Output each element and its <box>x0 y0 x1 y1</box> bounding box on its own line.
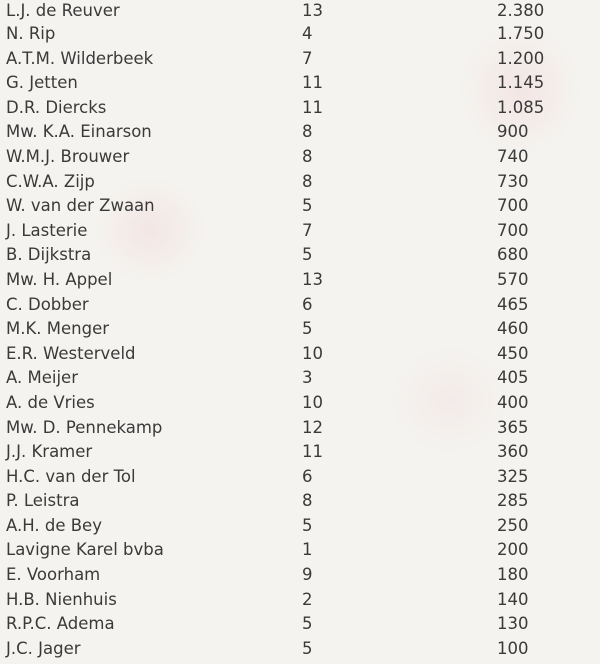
name-cell: A. de Vries <box>6 392 95 412</box>
count-cell: 10 <box>302 343 323 363</box>
name-cell: G. Jetten <box>6 73 78 93</box>
count-cell: 11 <box>302 73 323 93</box>
count-cell: 6 <box>302 294 313 314</box>
count-cell: 6 <box>302 466 313 486</box>
name-cell: C.W.A. Zijp <box>6 171 95 191</box>
count-cell: 5 <box>302 319 313 339</box>
count-cell: 5 <box>302 196 313 216</box>
count-cell: 2 <box>302 589 313 609</box>
table-row <box>0 243 600 268</box>
amount-cell: 900 <box>497 122 529 142</box>
table-row <box>0 563 600 588</box>
table-row <box>0 588 600 613</box>
table-row <box>0 47 600 72</box>
name-cell: Lavigne Karel bvba <box>6 540 164 560</box>
table-row <box>0 440 600 465</box>
count-cell: 5 <box>302 515 313 535</box>
name-cell: B. Dijkstra <box>6 245 92 265</box>
count-cell: 13 <box>302 269 323 289</box>
name-cell: J.C. Jager <box>6 638 81 658</box>
name-cell: M.K. Menger <box>6 319 110 339</box>
amount-cell: 1.145 <box>497 73 545 93</box>
name-cell: A.T.M. Wilderbeek <box>6 48 154 68</box>
name-cell: P. Leistra <box>6 491 80 511</box>
amount-cell: 570 <box>497 269 529 289</box>
name-cell: R.P.C. Adema <box>6 614 115 634</box>
count-cell: 8 <box>302 171 313 191</box>
amount-cell: 405 <box>497 368 529 388</box>
name-cell: E.R. Westerveld <box>6 343 136 363</box>
amount-cell: 100 <box>497 638 529 658</box>
table-row <box>0 268 600 293</box>
table-row <box>0 416 600 441</box>
count-cell: 1 <box>302 540 313 560</box>
amount-cell: 250 <box>497 515 529 535</box>
table-row <box>0 612 600 637</box>
table-row <box>0 293 600 318</box>
amount-cell: 1.200 <box>497 48 545 68</box>
amount-cell: 740 <box>497 146 529 166</box>
amount-cell: 1.750 <box>497 24 545 43</box>
count-cell: 7 <box>302 220 313 240</box>
amount-cell: 730 <box>497 171 529 191</box>
amount-cell: 365 <box>497 417 529 437</box>
amount-cell: 360 <box>497 442 529 462</box>
name-cell: J. Lasterie <box>6 220 88 240</box>
count-cell: 10 <box>302 392 323 412</box>
table-row <box>0 22 600 47</box>
name-cell: W.M.J. Brouwer <box>6 146 130 166</box>
name-cell: A. Meijer <box>6 368 78 388</box>
table-row <box>0 514 600 539</box>
name-cell: E. Voorham <box>6 565 101 585</box>
name-cell: N. Rip <box>6 24 56 43</box>
table-row <box>0 120 600 145</box>
table-row <box>0 194 600 219</box>
table-row <box>0 342 600 367</box>
name-cell: H.C. van der Tol <box>6 466 136 486</box>
name-cell: W. van der Zwaan <box>6 196 155 216</box>
name-cell: D.R. Diercks <box>6 97 107 117</box>
amount-cell: 465 <box>497 294 529 314</box>
table-row <box>0 465 600 490</box>
table-row <box>0 637 600 662</box>
amount-cell: 140 <box>497 589 529 609</box>
count-cell: 5 <box>302 638 313 658</box>
amount-cell: 180 <box>497 565 529 585</box>
amount-cell: 200 <box>497 540 529 560</box>
amount-cell: 680 <box>497 245 529 265</box>
name-cell: Mw. H. Appel <box>6 269 113 289</box>
amount-cell: 700 <box>497 196 529 216</box>
amount-cell: 325 <box>497 466 529 486</box>
count-cell: 5 <box>302 245 313 265</box>
name-cell: J.J. Kramer <box>6 442 93 462</box>
table-row <box>0 317 600 342</box>
amount-cell: 460 <box>497 319 529 339</box>
amount-cell: 450 <box>497 343 529 363</box>
count-cell: 8 <box>302 122 313 142</box>
amount-cell: 1.085 <box>497 97 545 117</box>
count-cell: 7 <box>302 48 313 68</box>
table-row <box>0 489 600 514</box>
name-cell: H.B. Nienhuis <box>6 589 117 609</box>
table-row <box>0 219 600 244</box>
table-row <box>0 71 600 96</box>
count-cell: 11 <box>302 97 323 117</box>
count-cell: 8 <box>302 491 313 511</box>
name-cell: Mw. K.A. Einarson <box>6 122 152 142</box>
amount-cell: 700 <box>497 220 529 240</box>
table-row <box>0 145 600 170</box>
name-cell: Mw. D. Pennekamp <box>6 417 163 437</box>
table-row <box>0 366 600 391</box>
name-cell: C. Dobber <box>6 294 89 314</box>
count-cell: 3 <box>302 368 313 388</box>
amount-cell: 130 <box>497 614 529 634</box>
amount-cell: 400 <box>497 392 529 412</box>
count-cell: 8 <box>302 146 313 166</box>
count-cell: 11 <box>302 442 323 462</box>
table-row <box>0 391 600 416</box>
count-cell: 5 <box>302 614 313 634</box>
name-cell: A.H. de Bey <box>6 515 102 535</box>
name-cell: L.J. de Reuver <box>6 1 120 20</box>
table-row <box>0 170 600 195</box>
amount-cell: 2.380 <box>497 1 545 20</box>
table-row <box>0 538 600 563</box>
count-cell: 9 <box>302 565 313 585</box>
count-cell: 4 <box>302 24 313 43</box>
amount-cell: 285 <box>497 491 529 511</box>
table-row <box>0 0 600 22</box>
count-cell: 12 <box>302 417 323 437</box>
count-cell: 13 <box>302 1 323 20</box>
table-row <box>0 96 600 121</box>
